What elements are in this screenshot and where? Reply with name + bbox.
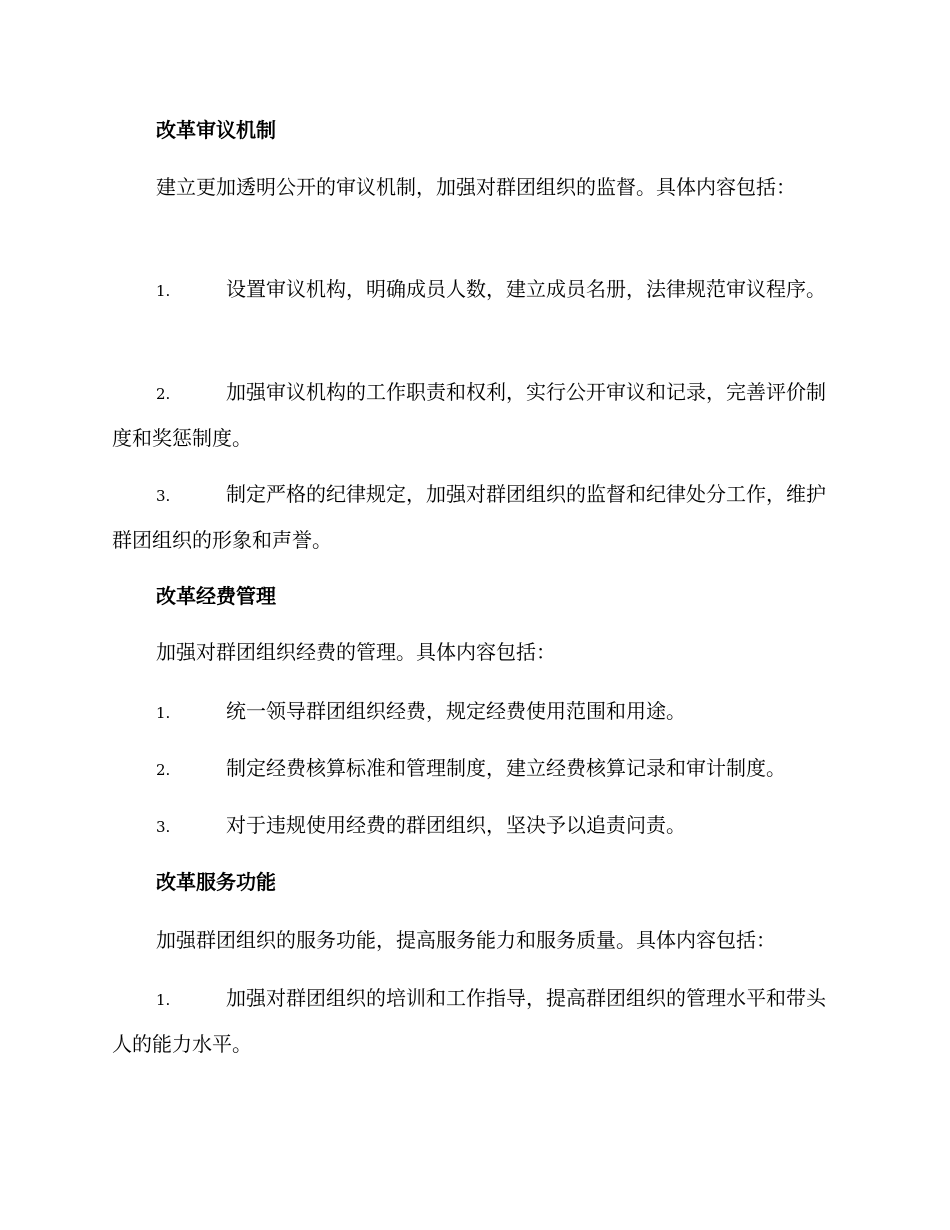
list-item (112, 370, 836, 460)
list-item-number: 2. (156, 385, 171, 403)
section-intro: 建立更加透明公开的审议机制，加强对群团组织的监督。具体内容包括： (156, 175, 796, 199)
list-item-text: 对于违规使用经费的群团组织，坚决予以追责问责。 (226, 813, 686, 837)
list-item-number: 1. (156, 991, 171, 1009)
list-item-number: 3. (156, 487, 171, 505)
list-item (112, 267, 836, 313)
list-item (112, 472, 836, 562)
list-item-number: 1. (156, 282, 171, 300)
list-item-number: 1. (156, 704, 171, 722)
list-item-number: 2. (156, 761, 171, 779)
list-item (112, 689, 836, 735)
list-item-text: 加强审议机构的工作职责和权利，实行公开审议和记录，完善评价制度和奖惩制度。 (112, 380, 826, 450)
section-heading: 改革审议机制 (156, 118, 276, 142)
list-item (112, 803, 836, 849)
list-item (112, 976, 836, 1066)
list-item-text: 制定经费核算标准和管理制度，建立经费核算记录和审计制度。 (226, 756, 786, 780)
section-intro: 加强群团组织的服务功能，提高服务能力和服务质量。具体内容包括： (156, 928, 776, 952)
list-item-text: 加强对群团组织的培训和工作指导，提高群团组织的管理水平和带头人的能力水平。 (112, 986, 826, 1056)
list-item (112, 746, 836, 792)
section-heading: 改革经费管理 (156, 584, 276, 608)
list-item-text: 统一领导群团组织经费，规定经费使用范围和用途。 (226, 699, 686, 723)
list-item-text: 设置审议机构，明确成员人数，建立成员名册，法律规范审议程序。 (226, 277, 826, 301)
section-intro: 加强对群团组织经费的管理。具体内容包括： (156, 640, 556, 664)
list-item-text: 制定严格的纪律规定，加强对群团组织的监督和纪律处分工作，维护群团组织的形象和声誉。 (112, 482, 826, 552)
list-item-number: 3. (156, 818, 171, 836)
section-heading: 改革服务功能 (156, 870, 276, 894)
